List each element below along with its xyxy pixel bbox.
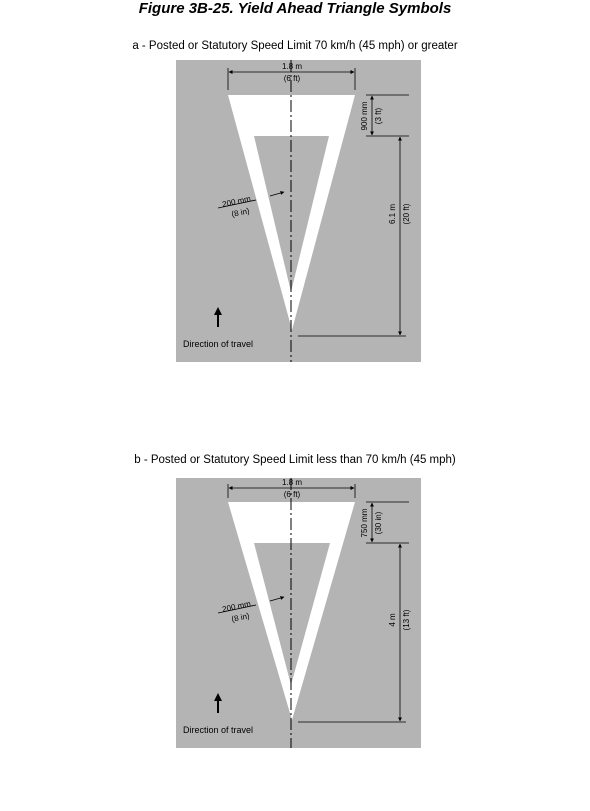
length-label-a: 6.1 m [388,203,397,225]
base-sub-b: (30 in) [374,511,383,535]
figure-title: Figure 3B-25. Yield Ahead Triangle Symbols [138,0,452,17]
length-sub-b: (13 ft) [402,609,411,631]
width-sub-b: (6 ft) [283,490,301,499]
direction-label-b: Direction of travel [183,725,254,735]
panel-b-diagram [176,478,421,748]
width-label-a: 1.8 m [281,62,303,71]
base-sub-a: (3 ft) [374,107,383,125]
panel-a-diagram [176,60,421,362]
panel-b-title: b - Posted or Statutory Speed Limit less than 70 km/h (45 mph) [134,454,456,466]
stroke-label-b: 200 mm [221,599,252,614]
stroke-label-a: 200 mm [221,194,252,209]
length-sub-a: (20 ft) [402,203,411,225]
width-sub-a: (6 ft) [283,74,301,83]
base-label-b: 750 mm [360,508,369,538]
stroke-sub-a: (8 in) [230,206,251,219]
panel-a-title: a - Posted or Statutory Speed Limit 70 km/h (45 mph) or greater [132,40,458,52]
base-label-a: 900 mm [360,101,369,131]
length-label-b: 4 m [388,613,397,627]
width-label-b: 1.8 m [281,478,303,487]
direction-label-a: Direction of travel [183,339,254,349]
stroke-sub-b: (8 in) [230,611,251,624]
